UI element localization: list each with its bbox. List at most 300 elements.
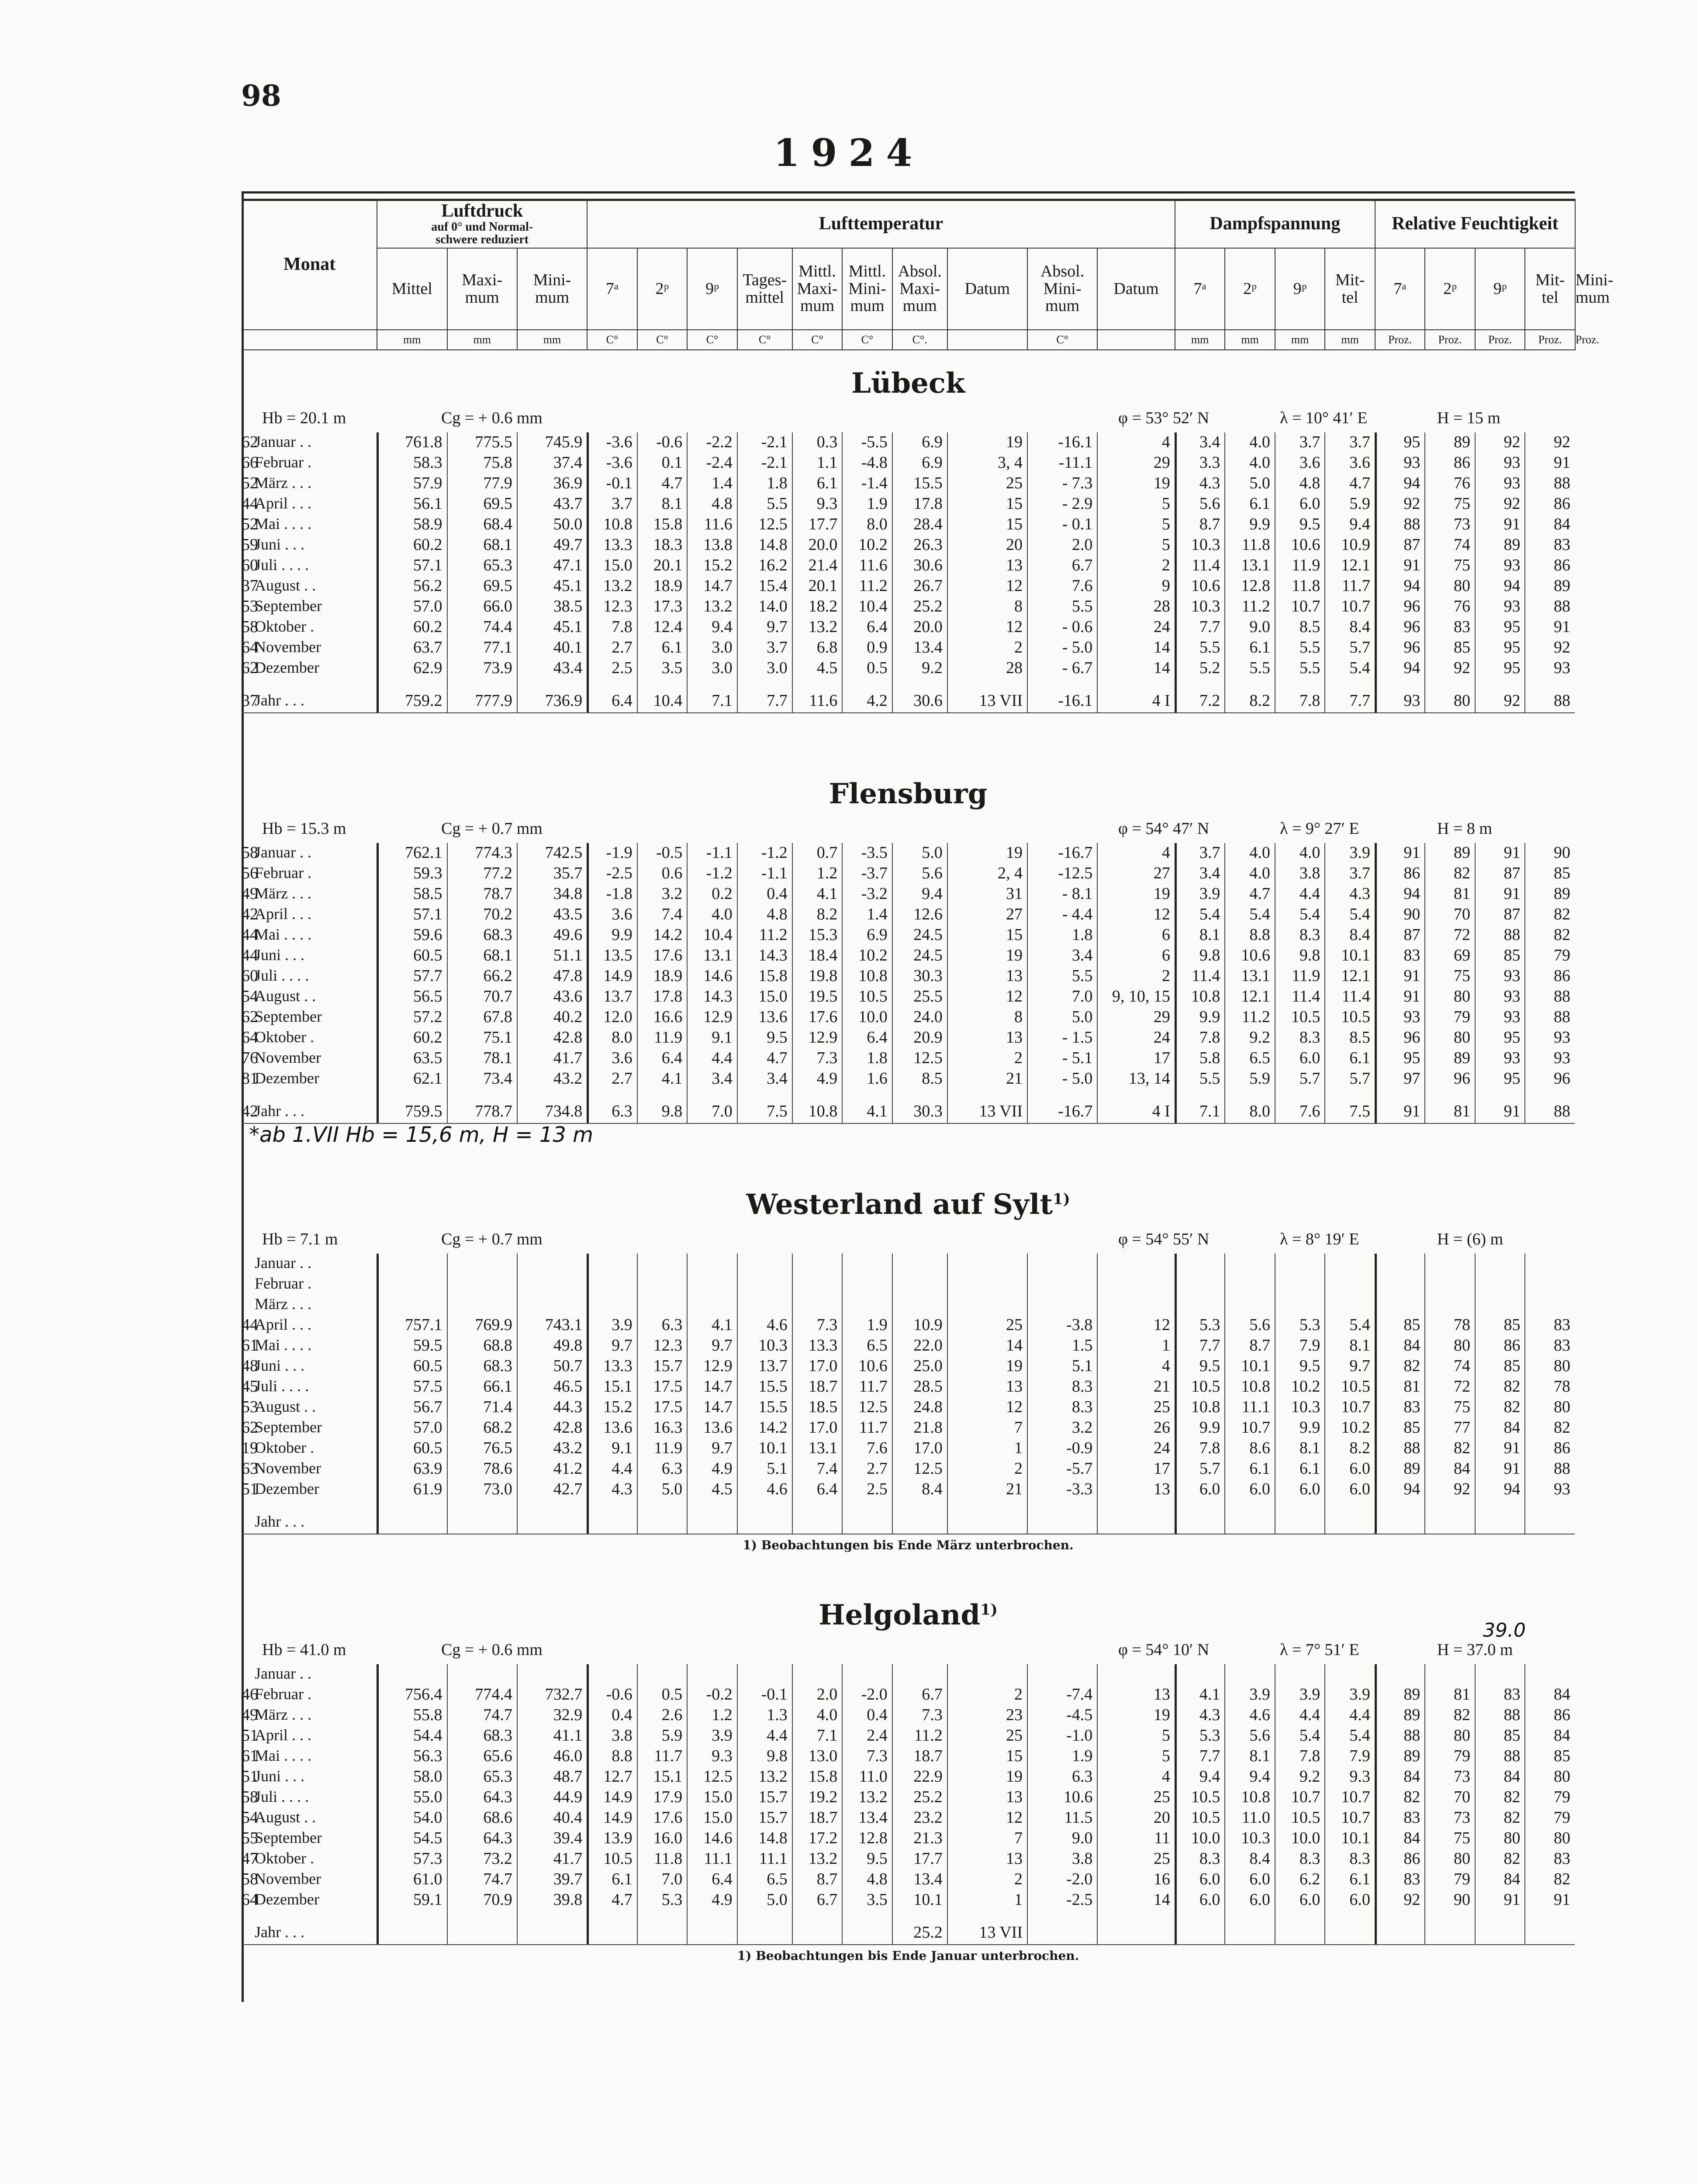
table-cell: 13.1: [1241, 556, 1270, 574]
subhead-20: Mit- tel: [1525, 248, 1575, 330]
table-cell: 6.0: [1199, 1890, 1220, 1909]
table-cell: 4.2: [867, 691, 888, 710]
table-cell: 1.3: [767, 1706, 788, 1724]
table-cell: 89: [1503, 536, 1521, 554]
month-label: Juni . . .: [255, 536, 305, 553]
table-cell: 20: [1153, 1808, 1170, 1827]
table-cell: 54: [242, 1808, 258, 1827]
table-cell: 3.6: [1349, 453, 1370, 472]
table-cell: -1.0: [1066, 1726, 1093, 1745]
table-row: [242, 843, 1575, 864]
month-label: November: [255, 1870, 321, 1887]
table-cell: 87: [1503, 905, 1521, 923]
table-cell: 4.7: [767, 1049, 788, 1067]
month-label: August . .: [255, 987, 316, 1005]
table-cell: 96: [1403, 1028, 1421, 1047]
station-phi: φ = 53° 52′ N: [1118, 409, 1210, 427]
table-cell: -16.1: [1058, 691, 1093, 710]
table-cell: 93: [1503, 1008, 1521, 1026]
unit-20: Proz.: [1525, 330, 1575, 350]
table-cell: 4.4: [1349, 1706, 1370, 1724]
table-cell: 6.3: [661, 1316, 683, 1334]
table-cell: 4.0: [816, 1706, 838, 1724]
table-cell: 42.7: [553, 1480, 583, 1498]
table-cell: 26.3: [913, 536, 943, 554]
table-cell: 8.2: [1249, 691, 1270, 710]
table-cell: 68.1: [483, 946, 512, 964]
table-cell: 6.7: [1071, 556, 1093, 574]
month-label: April . . .: [255, 905, 311, 923]
table-cell: 7.6: [1299, 1102, 1320, 1120]
month-label: Juli . . . .: [255, 556, 309, 574]
table-row: [242, 432, 1575, 453]
table-cell: 28.5: [913, 1377, 943, 1396]
table-cell: 7.7: [1199, 1336, 1220, 1355]
table-cell: 2: [1014, 1049, 1023, 1067]
table-cell: 5.5: [1199, 638, 1220, 657]
table-cell: 1.4: [867, 905, 888, 923]
table-cell: 6.1: [1349, 1049, 1370, 1067]
table-cell: 775.5: [475, 433, 512, 451]
table-cell: -0.5: [656, 843, 683, 862]
table-cell: 84: [1553, 515, 1570, 533]
table-cell: 49.7: [553, 536, 583, 554]
table-cell: -2.0: [861, 1685, 888, 1704]
table-cell: 56.3: [413, 1747, 442, 1765]
table-cell: 5.6: [1249, 1726, 1270, 1745]
table-cell: 1.4: [712, 474, 733, 492]
table-cell: 83: [1553, 1336, 1570, 1355]
table-cell: 4.4: [612, 1459, 632, 1478]
table-cell: 12.5: [913, 1459, 943, 1478]
table-cell: 74.7: [483, 1706, 512, 1724]
table-cell: 58: [242, 618, 258, 636]
unit-0: mm: [377, 330, 447, 350]
table-cell: 63.7: [413, 638, 442, 657]
station-h: H = 37.0 m: [1437, 1641, 1513, 1659]
table-cell: 0.3: [816, 433, 838, 451]
table-cell: 5.1: [1071, 1357, 1093, 1375]
table-cell: 6.1: [612, 1870, 632, 1888]
table-cell: 91: [1403, 843, 1421, 862]
table-cell: 2: [1161, 556, 1170, 574]
table-cell: 13.2: [603, 577, 632, 595]
table-cell: 9.3: [1349, 1767, 1370, 1786]
table-cell: 17: [1153, 1459, 1170, 1478]
table-cell: 3.4: [767, 1069, 788, 1088]
table-cell: 27: [1153, 864, 1170, 882]
table-cell: 12.5: [703, 1767, 733, 1786]
table-cell: 11.2: [759, 926, 788, 944]
table-cell: 15.0: [703, 1808, 733, 1827]
table-cell: 2.0: [816, 1685, 838, 1704]
table-cell: -1.1: [706, 843, 733, 862]
table-cell: 5.5: [1299, 638, 1320, 657]
table-cell: 19: [1006, 1767, 1023, 1786]
table-cell: 84: [1553, 1685, 1570, 1704]
table-cell: 4: [1161, 433, 1170, 451]
table-cell: 0.5: [661, 1685, 683, 1704]
table-cell: 10.8: [1191, 1398, 1220, 1416]
table-cell: -2.5: [606, 864, 632, 882]
table-cell: 756.4: [405, 1685, 442, 1704]
table-cell: 6.0: [1249, 1870, 1270, 1888]
table-cell: 60.5: [413, 1357, 442, 1375]
table-cell: 9: [1161, 577, 1170, 595]
table-cell: 64: [242, 1028, 258, 1047]
table-cell: 73.9: [483, 659, 512, 677]
table-cell: 10.5: [1291, 1808, 1320, 1827]
table-cell: 5.3: [1199, 1316, 1220, 1334]
table-cell: 1.8: [1071, 926, 1093, 944]
table-cell: 89: [1403, 1706, 1421, 1724]
table-cell: 86: [1553, 1439, 1570, 1457]
table-cell: 14.3: [758, 946, 788, 964]
table-cell: 11.2: [1241, 597, 1270, 615]
table-cell: 17.5: [653, 1398, 683, 1416]
page-number: 98: [241, 79, 281, 113]
table-cell: 736.9: [545, 691, 583, 710]
table-cell: 93: [1503, 597, 1521, 615]
table-cell: 11.1: [704, 1849, 733, 1868]
table-cell: 21: [1006, 1069, 1023, 1088]
table-cell: 54.5: [413, 1829, 442, 1847]
table-cell: 25.2: [913, 1788, 943, 1806]
table-cell: 93: [1503, 967, 1521, 985]
table-cell: 61: [242, 1747, 258, 1765]
table-cell: 76: [1453, 474, 1470, 492]
table-cell: 6.0: [1299, 1480, 1320, 1498]
table-cell: 8.1: [1199, 926, 1220, 944]
table-cell: 9.7: [712, 1439, 733, 1457]
table-cell: 58: [242, 843, 258, 862]
table-cell: 68.3: [483, 1357, 512, 1375]
month-label: September: [255, 1008, 322, 1025]
table-cell: 5.2: [1199, 659, 1220, 677]
table-cell: 13.2: [808, 618, 838, 636]
table-cell: 47: [242, 1849, 258, 1868]
table-cell: 45.1: [553, 618, 583, 636]
table-cell: 4.7: [1249, 885, 1270, 903]
table-cell: 30.3: [913, 967, 943, 985]
table-row: [242, 925, 1575, 946]
table-cell: 65.3: [483, 1767, 512, 1786]
table-cell: 3.7: [767, 638, 788, 657]
table-cell: 39.4: [553, 1829, 583, 1847]
table-cell: 4.5: [816, 659, 838, 677]
table-cell: 19.2: [808, 1788, 838, 1806]
unit-1: mm: [447, 330, 517, 350]
table-cell: 64: [242, 638, 258, 657]
table-cell: 3.4: [1199, 864, 1220, 882]
table-cell: 1: [1161, 1336, 1170, 1355]
table-cell: 89: [1453, 433, 1470, 451]
table-cell: 78: [1553, 1377, 1570, 1396]
table-cell: 13.7: [603, 987, 632, 1006]
table-cell: 81: [1453, 1102, 1470, 1120]
table-cell: 4: [1161, 1357, 1170, 1375]
table-cell: 17.0: [913, 1439, 943, 1457]
table-cell: 12.7: [603, 1767, 632, 1786]
table-cell: 10.2: [858, 946, 888, 964]
table-cell: 80: [1553, 1829, 1570, 1847]
table-cell: 80: [1453, 1028, 1470, 1047]
table-cell: 13: [1153, 1685, 1170, 1704]
table-cell: 10.1: [1341, 1829, 1370, 1847]
station-title: Helgoland$^{1)}$: [819, 1599, 998, 1631]
station-hb: Hb = 41.0 m: [262, 1641, 346, 1659]
table-cell: 55: [242, 1829, 258, 1847]
table-cell: 0.7: [816, 843, 838, 862]
table-cell: 57.1: [413, 556, 442, 574]
table-cell: 84: [1503, 1767, 1521, 1786]
table-cell: 70.7: [483, 987, 512, 1006]
table-cell: 5: [1161, 1726, 1170, 1745]
table-cell: 91: [1553, 453, 1570, 472]
table-cell: 74: [1453, 536, 1470, 554]
table-cell: 13.2: [703, 597, 733, 615]
table-cell: 8.5: [1349, 1028, 1370, 1047]
table-cell: 10.5: [1341, 1008, 1370, 1026]
table-row: [242, 1870, 1575, 1890]
table-cell: 92: [1403, 494, 1421, 513]
table-cell: 17.8: [653, 987, 683, 1006]
table-cell: 3.6: [612, 1049, 632, 1067]
table-cell: 57.9: [413, 474, 442, 492]
table-cell: 82: [1503, 1377, 1521, 1396]
table-cell: 19: [1006, 433, 1023, 451]
table-cell: 86: [1553, 556, 1570, 574]
table-cell: 10.6: [1241, 946, 1270, 964]
table-cell: 6.0: [1299, 1890, 1320, 1909]
table-row: [242, 1459, 1575, 1479]
table-cell: 1.2: [816, 864, 838, 882]
table-cell: 0.1: [661, 453, 683, 472]
table-cell: 3.0: [712, 638, 733, 657]
table-cell: 5.0: [661, 1480, 683, 1498]
unit-11: C°: [1027, 330, 1097, 350]
table-row: [242, 1377, 1575, 1397]
table-cell: 5.0: [1249, 474, 1270, 492]
table-cell: 4 I: [1152, 1102, 1170, 1120]
table-cell: 6.0: [1199, 1870, 1220, 1888]
month-label: Mai . . . .: [255, 926, 311, 943]
table-cell: 13.4: [913, 638, 943, 657]
table-row: [242, 453, 1575, 473]
table-cell: 3.2: [661, 885, 683, 903]
table-cell: 73: [1453, 1767, 1470, 1786]
table-cell: 1.9: [1071, 1747, 1093, 1765]
table-cell: 94: [1403, 885, 1421, 903]
table-cell: 9.9: [1249, 515, 1270, 533]
table-cell: 53: [242, 1398, 258, 1416]
table-cell: 6.5: [867, 1336, 888, 1355]
table-cell: 10.7: [1291, 597, 1320, 615]
table-cell: 774.4: [475, 1685, 512, 1704]
table-cell: 32.9: [553, 1706, 583, 1724]
table-cell: 7.3: [922, 1706, 943, 1724]
unit-16: mm: [1325, 330, 1375, 350]
table-cell: 5: [1161, 515, 1170, 533]
month-label: Februar .: [255, 1275, 311, 1292]
table-cell: 94: [1503, 1480, 1521, 1498]
table-cell: 86: [1503, 1336, 1521, 1355]
table-cell: 13.4: [858, 1808, 888, 1827]
table-cell: 88: [1403, 1726, 1421, 1745]
table-cell: 94: [1503, 577, 1521, 595]
table-cell: 1.5: [1071, 1336, 1093, 1355]
month-label: Februar .: [255, 864, 311, 881]
table-cell: 0.4: [612, 1706, 632, 1724]
table-cell: 13: [1006, 967, 1023, 985]
table-cell: -0.2: [706, 1685, 733, 1704]
table-cell: 92: [1453, 1480, 1470, 1498]
table-cell: 5.9: [661, 1726, 683, 1745]
table-cell: -2.1: [761, 453, 788, 472]
table-cell: 83: [1403, 946, 1421, 964]
table-cell: - 5.0: [1062, 638, 1093, 657]
table-cell: 7.5: [767, 1102, 788, 1120]
table-cell: 7.7: [767, 691, 788, 710]
month-label: August . .: [255, 577, 316, 594]
page-title-year: 1924: [773, 131, 924, 175]
table-cell: 24.5: [913, 946, 943, 964]
table-row: [242, 1726, 1575, 1746]
table-cell: 13.7: [758, 1357, 788, 1375]
table-cell: 25.0: [913, 1357, 943, 1375]
table-cell: 12.5: [858, 1398, 888, 1416]
table-cell: 8.5: [1299, 618, 1320, 636]
table-cell: 41.1: [553, 1726, 583, 1745]
table-cell: 9.3: [816, 494, 838, 513]
table-cell: 89: [1553, 577, 1570, 595]
table-cell: 5.5: [767, 494, 788, 513]
table-cell: -2.0: [1066, 1870, 1093, 1888]
table-cell: 13: [1006, 1849, 1023, 1868]
table-cell: 5.9: [1249, 1069, 1270, 1088]
table-cell: 82: [1503, 1808, 1521, 1827]
table-cell: 15.0: [603, 556, 632, 574]
table-cell: 24.8: [913, 1398, 943, 1416]
table-cell: 759.5: [405, 1102, 442, 1120]
subhead-5: 9ᵖ: [687, 248, 737, 330]
table-cell: 2.7: [612, 1069, 632, 1088]
table-cell: 12: [1006, 618, 1023, 636]
subhead-13: 7ᵃ: [1175, 248, 1225, 330]
table-cell: 62: [242, 659, 258, 677]
table-cell: 92: [1403, 1890, 1421, 1909]
table-row: [242, 946, 1575, 966]
table-cell: 5: [1161, 1747, 1170, 1765]
table-cell: 44: [242, 1316, 258, 1334]
table-cell: 10.3: [1241, 1829, 1270, 1847]
table-cell: 15: [1006, 494, 1023, 513]
table-cell: 15: [1006, 515, 1023, 533]
table-row: [242, 1808, 1575, 1828]
table-row: [242, 638, 1575, 658]
table-cell: 5.0: [1071, 1008, 1093, 1026]
table-cell: 8.3: [1071, 1377, 1093, 1396]
table-cell: 91: [1503, 515, 1521, 533]
table-cell: 80: [1453, 1336, 1470, 1355]
station-hb: Hb = 20.1 m: [262, 409, 346, 427]
table-cell: 9.3: [712, 1747, 733, 1765]
table-cell: 2: [1161, 967, 1170, 985]
table-cell: 9.4: [1349, 515, 1370, 533]
table-cell: 80: [1453, 691, 1470, 710]
table-cell: -0.9: [1066, 1439, 1093, 1457]
table-cell: 10.3: [1191, 597, 1220, 615]
table-cell: 92: [1503, 433, 1521, 451]
table-cell: 62.1: [413, 1069, 442, 1088]
table-cell: 5.6: [922, 864, 943, 882]
table-cell: 26.7: [913, 577, 943, 595]
table-cell: 9.8: [1199, 946, 1220, 964]
table-cell: 5.3: [1299, 1316, 1320, 1334]
table-cell: 10.0: [858, 1008, 888, 1026]
table-cell: 7.8: [612, 618, 632, 636]
table-cell: 91: [1403, 556, 1421, 574]
table-cell: 15.5: [913, 474, 943, 492]
subhead-8: Mittl. Mini- mum: [842, 248, 892, 330]
station-title: Flensburg: [829, 778, 988, 810]
table-row: [242, 864, 1575, 884]
table-cell: 10.1: [758, 1439, 788, 1457]
table-cell: 4.9: [816, 1069, 838, 1088]
table-cell: 49.8: [553, 1336, 583, 1355]
table-cell: 21.4: [808, 556, 838, 574]
table-cell: -3.6: [606, 433, 632, 451]
table-cell: 10.1: [913, 1890, 943, 1909]
table-row: [242, 1102, 1575, 1122]
station-h: H = (6) m: [1437, 1230, 1503, 1248]
table-cell: 9.1: [612, 1439, 632, 1457]
table-cell: 11.6: [704, 515, 733, 533]
table-cell: 18.7: [808, 1377, 838, 1396]
month-label: April . . .: [255, 1726, 311, 1744]
month-label: Juni . . .: [255, 1357, 305, 1374]
table-cell: 15: [1006, 926, 1023, 944]
table-cell: 10.3: [1291, 1398, 1320, 1416]
unit-18: Proz.: [1425, 330, 1475, 350]
table-cell: 15.8: [653, 515, 683, 533]
table-cell: 3.7: [1349, 433, 1370, 451]
table-cell: -16.7: [1058, 843, 1093, 862]
table-cell: -2.4: [706, 453, 733, 472]
table-cell: 13.6: [703, 1418, 733, 1437]
table-cell: 40.2: [553, 1008, 583, 1026]
table-cell: 8.4: [1349, 618, 1370, 636]
table-cell: 19: [242, 1439, 258, 1457]
table-cell: 52: [242, 474, 258, 492]
table-cell: 60: [242, 556, 258, 574]
subhead-9: Absol. Maxi- mum: [892, 248, 947, 330]
table-cell: -3.5: [861, 843, 888, 862]
table-cell: -5.7: [1066, 1459, 1093, 1478]
table-cell: 59.6: [413, 926, 442, 944]
table-cell: 18.7: [913, 1747, 943, 1765]
table-cell: 11.2: [859, 577, 888, 595]
month-label: Oktober .: [255, 618, 314, 635]
table-row: [242, 1767, 1575, 1787]
table-cell: 9.4: [922, 885, 943, 903]
table-cell: 9.8: [1299, 946, 1320, 964]
table-cell: 46: [242, 1685, 258, 1704]
month-label: Mai . . . .: [255, 1336, 311, 1354]
table-cell: 80: [1453, 1849, 1470, 1868]
table-cell: 2.6: [661, 1706, 683, 1724]
table-cell: 2: [1014, 1459, 1023, 1478]
